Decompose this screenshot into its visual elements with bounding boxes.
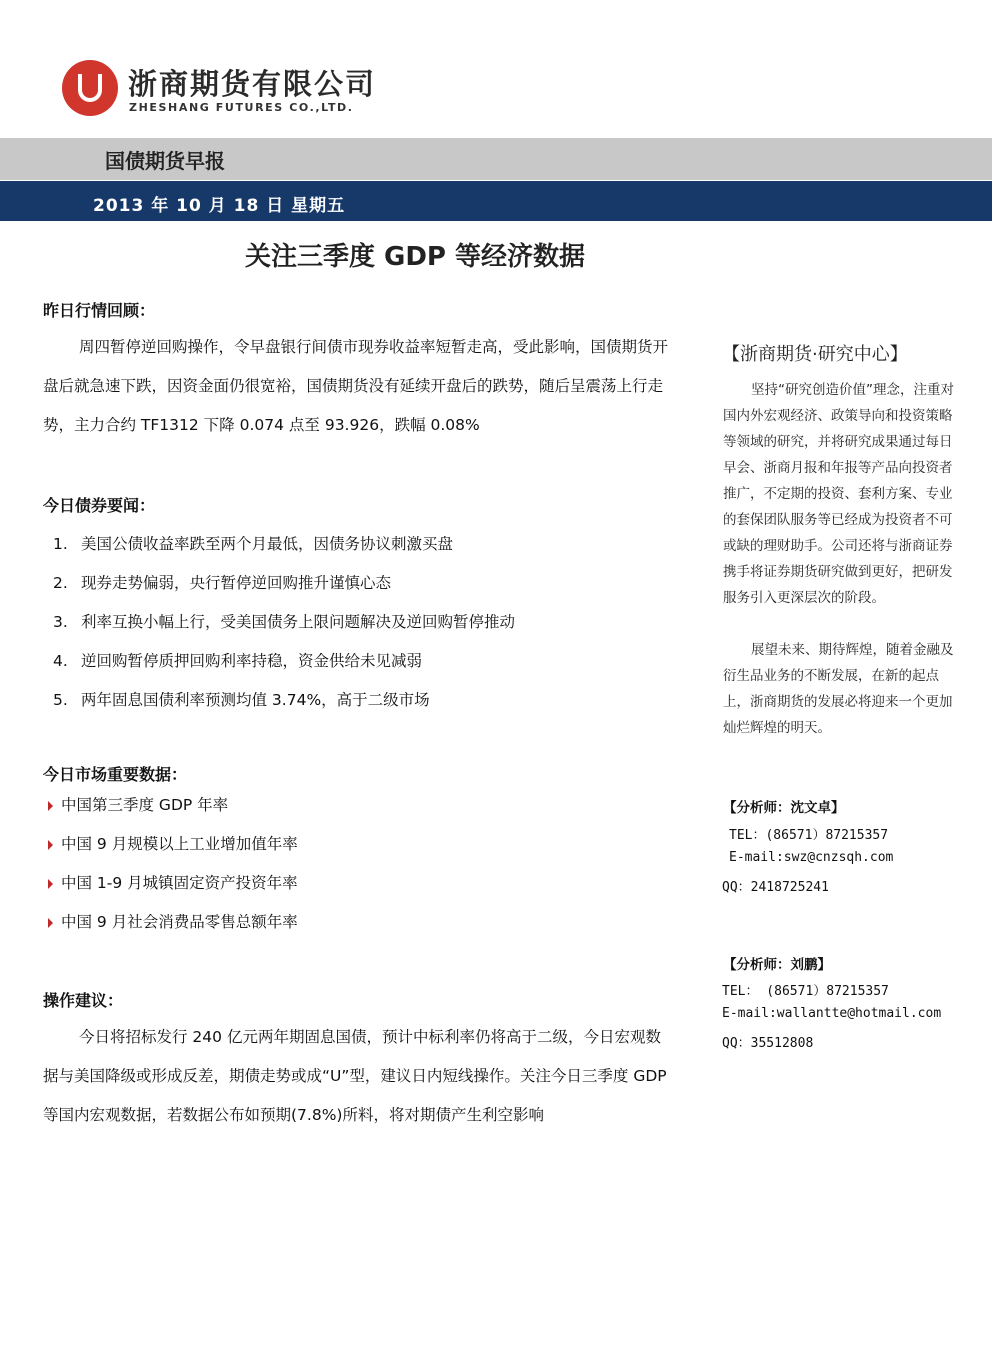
company-name-cn: 浙商期货有限公司	[128, 67, 377, 101]
news-title: 今日债券要闻：	[43, 496, 156, 515]
report-type: 国债期货早报	[105, 149, 225, 173]
analyst-name: 【分析师：刘鹏】	[723, 957, 831, 973]
analyst-phone: TEL： (86571）87215357	[722, 984, 889, 999]
bullet-arrow-icon	[48, 918, 53, 928]
advice-body: 今日将招标发行 240 亿元两年期固息国债，预计中标利率仍将高于二级，今日宏观数据与美国降级或形成反差，期债走势或成“U”型，建议日内短线操作。关注今日三季度 GDP 等国内宏观数据，若数据公布如预期(7.8%)所料，将对期债产生利空影响	[43, 1028, 667, 1124]
bullet-arrow-icon	[48, 879, 53, 889]
list-item: 3. 利率互换小幅上行，受美国债务上限问题解决及逆回购暂停推动	[53, 613, 516, 631]
list-item: 中国第三季度 GDP 年率	[48, 793, 228, 815]
bullet-arrow-icon	[48, 801, 53, 811]
analyst-qq: QQ：2418725241	[722, 880, 829, 895]
analyst-name: 【分析师：沈文卓】	[723, 800, 845, 816]
company-logo	[62, 60, 118, 116]
company-name-en: ZHESHANG FUTURES CO.,LTD.	[129, 101, 354, 114]
list-item: 1. 美国公债收益率跌至两个月最低，因债务协议刺激买盘	[53, 535, 454, 553]
report-date: 2013 年 10 月 18 日 星期五	[93, 196, 346, 216]
sidebar-outlook: 展望未来、期待辉煌，随着金融及衍生品业务的不断发展，在新的起点上，浙商期货的发展必将迎来一个更加灿烂辉煌的明天。	[723, 642, 954, 736]
advice-title: 操作建议：	[43, 991, 124, 1010]
list-item: 中国 1-9 月城镇固定资产投资年率	[48, 871, 298, 893]
list-item: 4. 逆回购暂停质押回购利率持稳，资金供给未见减弱	[53, 652, 423, 670]
list-item: 5. 两年固息国债利率预测均值 3.74%，高于二级市场	[53, 691, 430, 709]
headline: 关注三季度 GDP 等经济数据	[244, 242, 586, 272]
analyst-email: E-mail:wallantte@hotmail.com	[722, 1006, 942, 1021]
sidebar-title: 【浙商期货·研究中心】	[722, 344, 908, 365]
bullet-arrow-icon	[48, 840, 53, 850]
analyst-email: E-mail:swz@cnzsqh.com	[729, 850, 894, 865]
list-item: 中国 9 月社会消费品零售总额年率	[48, 910, 298, 932]
sidebar-intro: 坚持“研究创造价值”理念，注重对国内外宏观经济、政策导向和投资策略等领域的研究，并将研究成果通过每日早会、浙商月报和年报等产品向投资者推广，不定期的投资、套利方案、专业的套保团队服务等已经成为投资者不可或缺的理财助手。公司还将与浙商证券携手将证券期货研究做到更好，把研发服务引入更深层次的阶段。	[723, 382, 954, 606]
list-item: 2. 现券走势偏弱，央行暂停逆回购推升谨慎心态	[53, 574, 392, 592]
analyst-qq: QQ：35512808	[722, 1036, 814, 1051]
market-data-title: 今日市场重要数据：	[43, 765, 188, 784]
analyst-phone: TEL：(86571）87215357	[729, 828, 889, 843]
review-body: 周四暂停逆回购操作，令早盘银行间债市现券收益率短暂走高，受此影响，国债期货开盘后就急速下跌，因资金面仍很宽裕，国债期货没有延续开盘后的跌势，随后呈震荡上行走势，主力合约 TF1312 下降 0.074 点至 93.926，跌幅 0.08%	[43, 338, 669, 434]
review-title: 昨日行情回顾：	[43, 301, 156, 320]
list-item: 中国 9 月规模以上工业增加值年率	[48, 832, 298, 854]
